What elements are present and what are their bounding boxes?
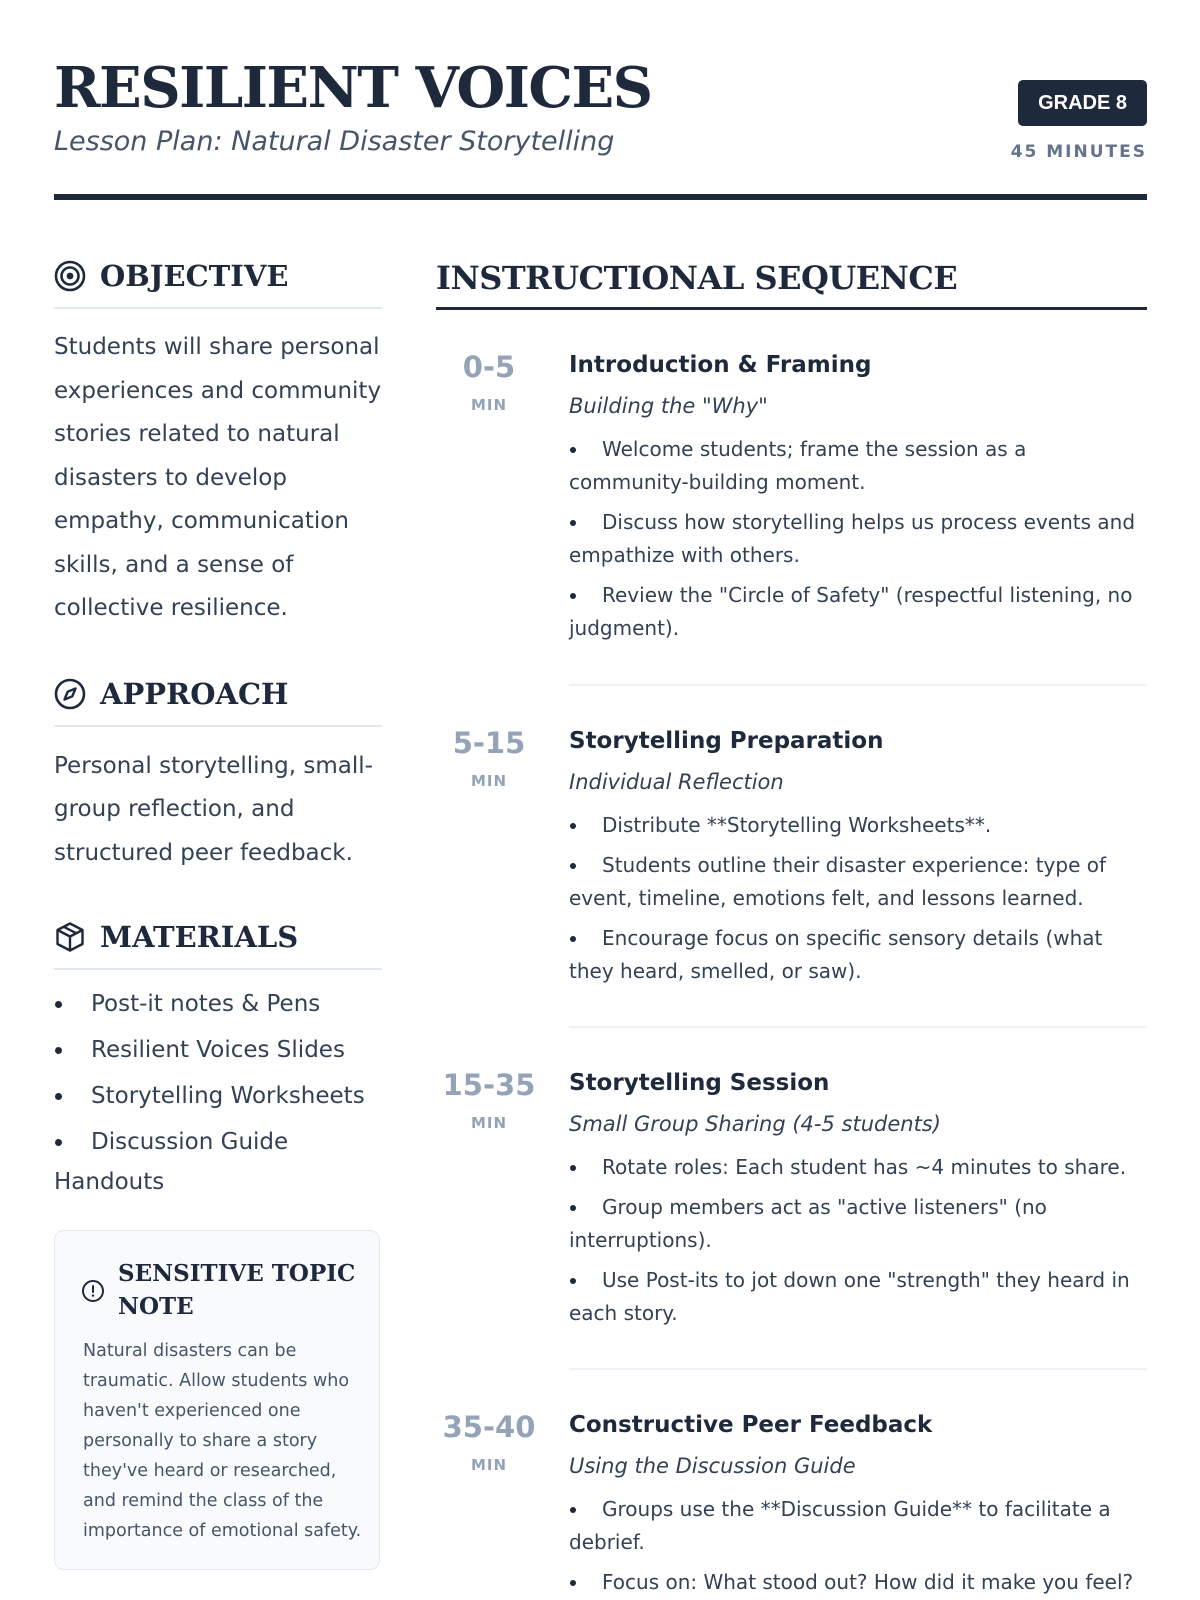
compass-icon bbox=[54, 678, 86, 710]
note-text: Natural disasters can be traumatic. Allow students who haven't experienced one personally to share a story they've heard or researched, and remind the class of the importance of emotional safety. bbox=[83, 1341, 362, 1541]
box-icon bbox=[54, 921, 86, 953]
step-unit: MIN bbox=[470, 1114, 508, 1132]
target-icon bbox=[54, 260, 86, 292]
lesson-plan-page bbox=[54, 0, 1147, 1600]
duration-label: 45 MINUTES bbox=[1010, 142, 1147, 162]
step-bullets bbox=[569, 433, 1147, 645]
instructional-sequence bbox=[436, 255, 1147, 1594]
header bbox=[54, 52, 1147, 200]
step-range: 0-5 bbox=[462, 350, 516, 384]
list-item: Storytelling Worksheets bbox=[54, 1076, 382, 1116]
step-time bbox=[436, 349, 542, 415]
step-time bbox=[436, 1067, 542, 1133]
note-title: SENSITIVE TOPIC NOTE bbox=[118, 1260, 356, 1320]
step-title: Introduction & Framing bbox=[569, 352, 872, 378]
step-unit: MIN bbox=[470, 1456, 508, 1474]
list-item: Use Post-its to jot down one "strength" they heard in each story. bbox=[569, 1264, 1147, 1330]
step-unit: MIN bbox=[470, 772, 508, 790]
step-divider bbox=[569, 1368, 1147, 1370]
page-title: RESILIENT VOICES bbox=[54, 55, 652, 121]
step-bullets bbox=[569, 1493, 1147, 1599]
step-body bbox=[569, 1067, 1147, 1337]
step-title: Storytelling Preparation bbox=[569, 728, 884, 754]
objective-text: Students will share personal experiences and community stories related to natural disasters to develop empathy, communication skills, and a sense of collective resilience. bbox=[54, 334, 382, 621]
step-divider bbox=[569, 684, 1147, 686]
step-subtitle: Using the Discussion Guide bbox=[569, 1454, 856, 1478]
approach-title: APPROACH bbox=[100, 676, 289, 711]
sequence-title: INSTRUCTIONAL SEQUENCE bbox=[436, 259, 958, 297]
approach-heading bbox=[54, 673, 382, 727]
materials-heading bbox=[54, 916, 382, 970]
sensitive-topic-note bbox=[54, 1230, 380, 1570]
step-range: 5-15 bbox=[452, 726, 526, 760]
sequence-heading bbox=[436, 255, 1147, 310]
list-item: Distribute **Storytelling Worksheets**. bbox=[569, 809, 1147, 842]
list-item: Focus on: What stood out? How did it make you feel? bbox=[569, 1566, 1147, 1599]
page-subtitle: Lesson Plan: Natural Disaster Storytelling bbox=[54, 126, 615, 157]
list-item: Post-it notes & Pens bbox=[54, 984, 382, 1024]
step-body bbox=[569, 349, 1147, 652]
step-subtitle: Building the "Why" bbox=[569, 394, 768, 418]
step-range: 15-35 bbox=[442, 1068, 536, 1102]
step-unit: MIN bbox=[470, 396, 508, 414]
step-title: Constructive Peer Feedback bbox=[569, 1412, 933, 1438]
grade-badge: GRADE 8 bbox=[1018, 80, 1147, 126]
step-body bbox=[569, 1409, 1147, 1600]
list-item: Rotate roles: Each student has ~4 minutes to share. bbox=[569, 1151, 1147, 1184]
step-time bbox=[436, 1409, 542, 1475]
list-item: Welcome students; frame the session as a community-building moment. bbox=[569, 433, 1147, 499]
step-subtitle: Small Group Sharing (4-5 students) bbox=[569, 1112, 941, 1136]
list-item: Students outline their disaster experience: type of event, timeline, emotions felt, and lessons learned. bbox=[569, 849, 1147, 915]
step-bullets bbox=[569, 809, 1147, 988]
list-item: Review the "Circle of Safety" (respectful listening, no judgment). bbox=[569, 579, 1147, 645]
list-item: Discussion Guide Handouts bbox=[54, 1122, 382, 1202]
step-range: 35-40 bbox=[442, 1410, 536, 1444]
step-subtitle: Individual Reflection bbox=[569, 770, 784, 794]
header-divider bbox=[54, 194, 1147, 200]
materials-list bbox=[54, 984, 382, 1202]
step-body bbox=[569, 725, 1147, 995]
step-bullets bbox=[569, 1151, 1147, 1330]
list-item: Discuss how storytelling helps us process events and empathize with others. bbox=[569, 506, 1147, 572]
alert-circle-icon bbox=[81, 1279, 105, 1303]
sidebar bbox=[54, 255, 382, 1541]
list-item: Encourage focus on specific sensory details (what they heard, smelled, or saw). bbox=[569, 922, 1147, 988]
list-item: Group members act as "active listeners" (no interruptions). bbox=[569, 1191, 1147, 1257]
step-time bbox=[436, 725, 542, 791]
step-title: Storytelling Session bbox=[569, 1070, 830, 1096]
approach-text: Personal storytelling, small-group reflection, and structured peer feedback. bbox=[54, 752, 373, 866]
list-item: Groups use the **Discussion Guide** to facilitate a debrief. bbox=[569, 1493, 1147, 1559]
list-item: Resilient Voices Slides bbox=[54, 1030, 382, 1070]
objective-heading bbox=[54, 255, 382, 309]
materials-title: MATERIALS bbox=[100, 920, 299, 954]
step-divider bbox=[569, 1026, 1147, 1028]
objective-title: OBJECTIVE bbox=[100, 259, 289, 293]
